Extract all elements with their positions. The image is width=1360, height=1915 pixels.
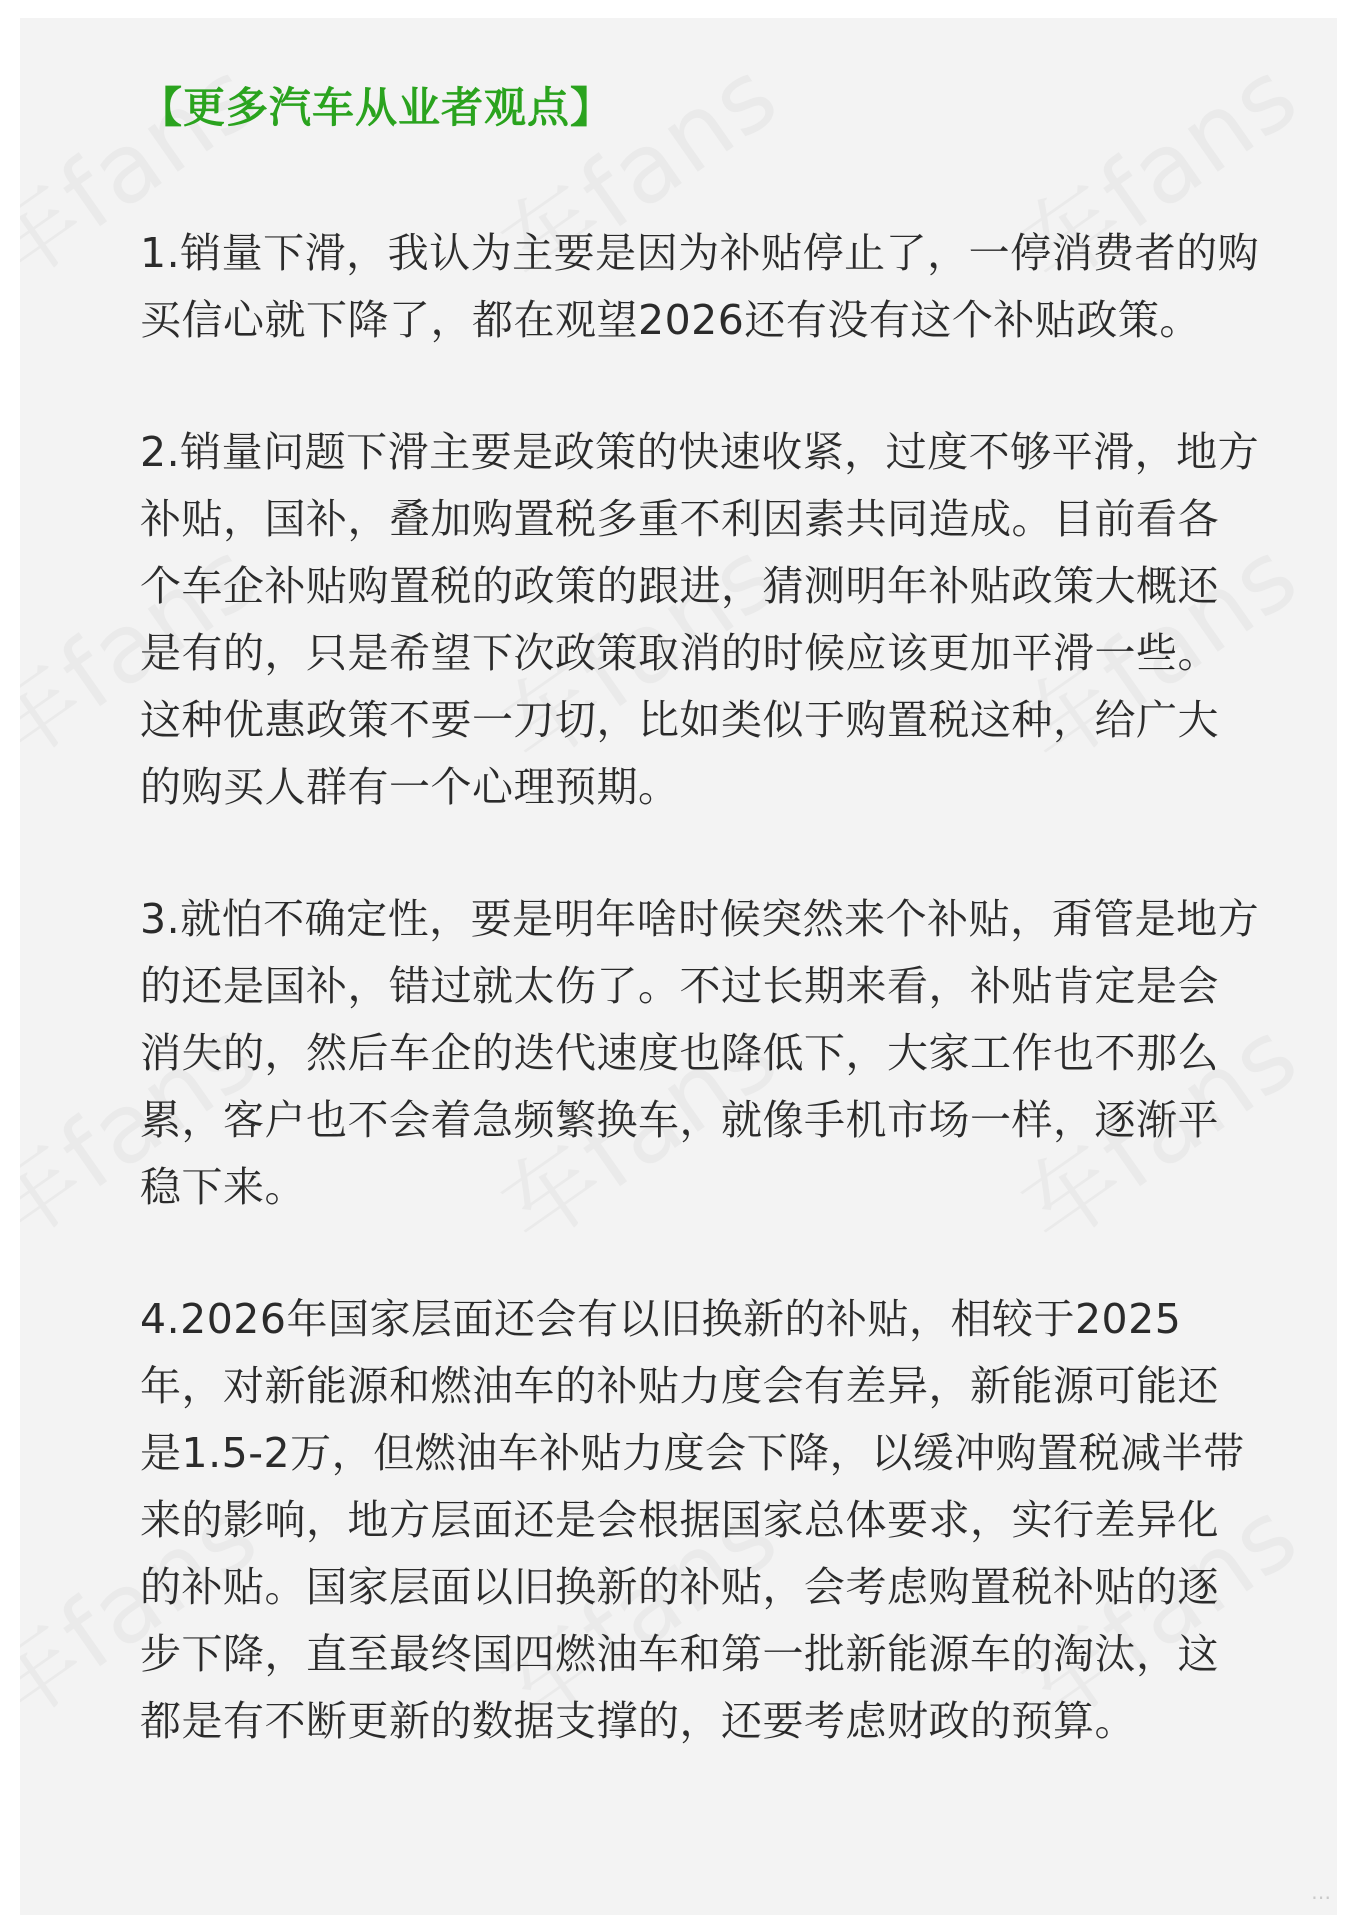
corner-watermark: ⋯ <box>1311 1885 1331 1909</box>
article-card <box>20 18 1337 1915</box>
paragraph-3: 3.就怕不确定性，要是明年啥时候突然来个补贴，甭管是地方的还是国补，错过就太伤了。不过长期来看，补贴肯定是会消失的，然后车企的迭代速度也降低下，大家工作也不那么累，客户也不会着急频繁换车，就像手机市场一样，逐渐平稳下来。 <box>140 895 1260 1211</box>
article-content <box>140 76 1260 1820</box>
paragraph-4: 4.2026年国家层面还会有以旧换新的补贴，相较于2025年，对新能源和燃油车的补贴力度会有差异，新能源可能还是1.5-2万，但燃油车补贴力度会下降，以缓冲购置税减半带来的影响，地方层面还是会根据国家总体要求，实行差异化的补贴。国家层面以旧换新的补贴，会考虑购置税补贴的逐步下降，直至最终国四燃油车和第一批新能源车的淘汰，这都是有不断更新的数据支撑的，还要考虑财政的预算。 <box>140 1295 1245 1745</box>
article-headline: 【更多汽车从业者观点】 <box>140 83 614 132</box>
paragraph-1: 1.销量下滑，我认为主要是因为补贴停止了，一停消费者的购买信心就下降了，都在观望2026还有没有这个补贴政策。 <box>140 229 1260 344</box>
paragraph-2: 2.销量问题下滑主要是政策的快速收紧，过度不够平滑，地方补贴，国补，叠加购置税多重不利因素共同造成。目前看各个车企补贴购置税的政策的跟进，猜测明年补贴政策大概还是有的，只是希望下次政策取消的时候应该更加平滑一些。这种优惠政策不要一刀切，比如类似于购置税这种，给广大的购买人群有一个心理预期。 <box>140 428 1260 811</box>
